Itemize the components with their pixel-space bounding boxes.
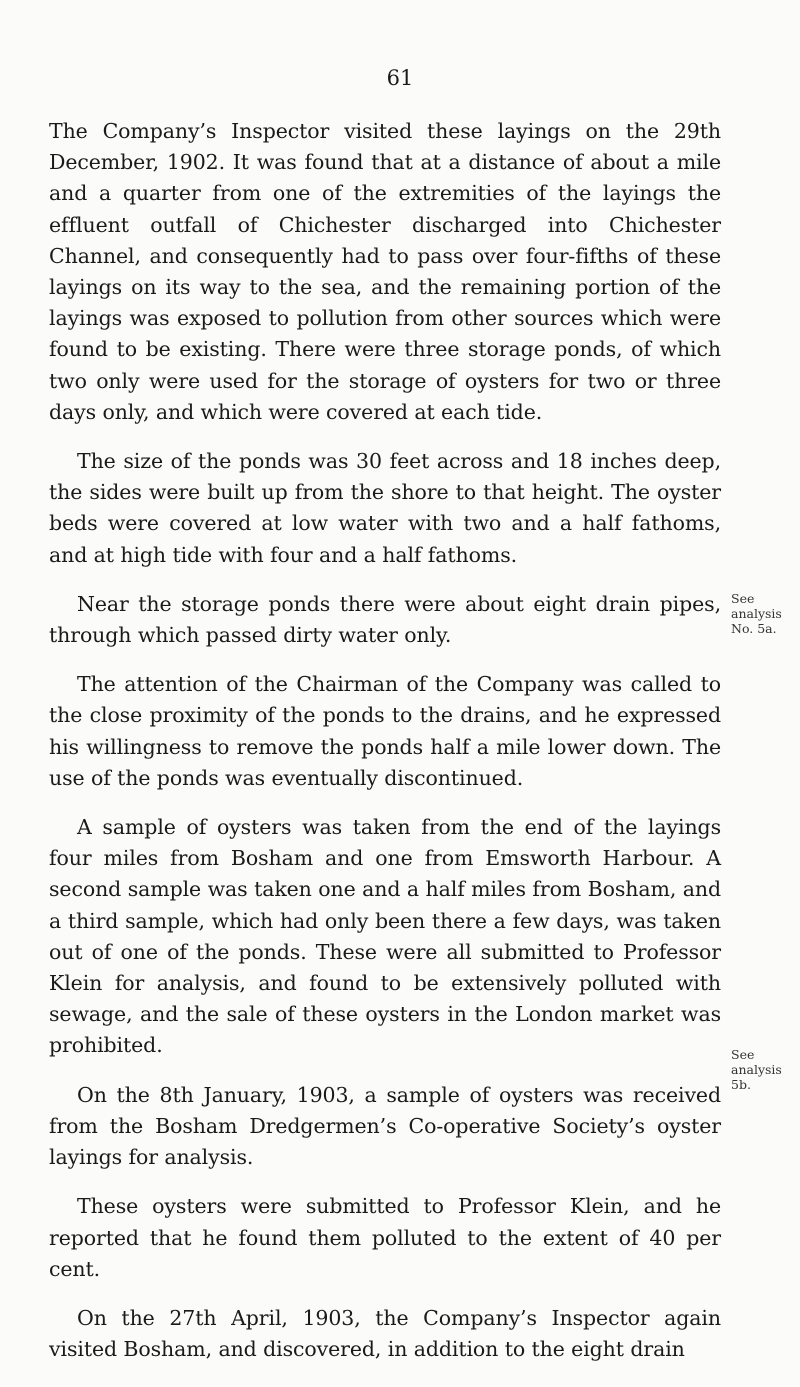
text-column (49, 116, 721, 1383)
paragraph-klein-report: These oysters were submitted to Professor Klein, and he reported that he found them polluted to the extent of 40 per cent. (49, 1194, 721, 1281)
paragraph-april-visit: On the 27th April, 1903, the Company’s Inspector again visited Bosham, and discovered, in addition to the eight drain (49, 1305, 721, 1362)
paragraph-drain-pipes: Near the storage ponds there were about eight drain pipes, through which passed dirty water only. (49, 591, 721, 648)
page-number: 61 (386, 66, 414, 90)
margin-note-analysis-5b: See analysis 5b. (731, 1047, 782, 1092)
paragraph-pond-size: The size of the ponds was 30 feet across and 18 inches deep, the sides were built up from the shore to that height. The oyster beds were covered at low water with two and a half fathoms, and at high tide with four and a half fathoms. (49, 449, 721, 567)
paragraph-inspector-visit: The Company’s Inspector visited these layings on the 29th December, 1902. It was found that at a distance of about a mile and a quarter from one of the extremities of the layings the effluent outfall of Chichester discharged into Chichester Channel, and consequently had to pass over four-fifths of these layings on its way to the sea, and the remaining portion of the layings was exposed to pollution from other sources which were found to be existing. There were three storage ponds, of which two only were used for the storage of oysters for two or three days only, and which were covered at each tide. (49, 119, 721, 424)
paragraph-chairman-attention: The attention of the Chairman of the Company was called to the close proximity of the ponds to the drains, and he expressed his willingness to remove the ponds half a mile lower down. The use of the ponds was eventually discontinued. (49, 672, 721, 790)
margin-note-analysis-5a: See analysis No. 5a. (731, 591, 782, 636)
paragraph-oyster-samples: A sample of oysters was taken from the end of the layings four miles from Bosham and one from Emsworth Harbour. A second sample was taken one and a half miles from Bosham, and a third sample, which had only been there a few days, was taken out of one of the ponds. These were all submitted to Professor Klein for analysis, and found to be extensively polluted with sewage, and the sale of these oysters in the London market was prohibited. (49, 815, 721, 1058)
paragraph-january-sample: On the 8th January, 1903, a sample of oysters was received from the Bosham Dredgermen’s Co-operative Society’s oyster layings for analysis. (49, 1082, 721, 1170)
